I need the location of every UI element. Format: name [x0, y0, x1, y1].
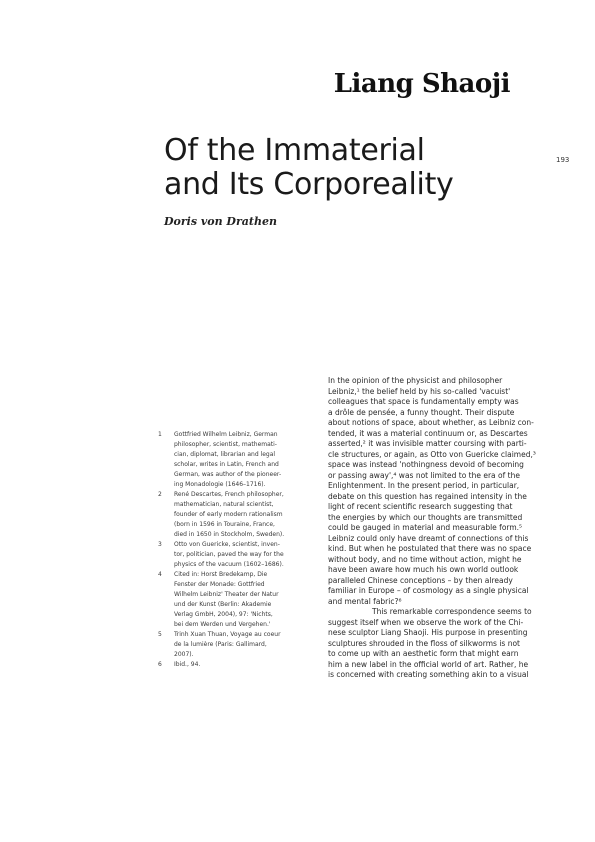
footnote-number: 4 — [158, 571, 162, 578]
footnote-line: und der Kunst (Berlin: Akademie — [174, 601, 272, 608]
article-title-line: and Its Corporeality — [164, 167, 454, 202]
footnote-number: 3 — [158, 541, 162, 548]
footnote-line: died in 1650 in Stockholm, Sweden). — [174, 531, 285, 538]
body-text-line: to come up with an aesthetic form that might earn — [328, 649, 519, 658]
body-text-line: sculptures shrouded in the floss of silkworms is not — [328, 638, 520, 648]
body-text-line: suggest itself when we observe the work of the Chi- — [328, 617, 524, 627]
footnote-item — [158, 540, 298, 570]
article-author: Doris von Drathen — [164, 215, 277, 228]
footnote-item — [158, 430, 298, 490]
footnote-line: Trinh Xuan Thuan, Voyage au coeur — [174, 631, 281, 638]
body-text-line: colleagues that space is fundamentally empty was — [328, 397, 519, 406]
footnote-number: 6 — [158, 661, 162, 668]
body-text-line: is concerned with creating something akin to a visual — [328, 670, 529, 679]
footnote-line: René Descartes, French philosopher, — [174, 491, 284, 498]
body-text-line: could be gauged in material and measurable form.⁵ — [328, 523, 523, 532]
footnote-line: de la lumière (Paris: Gallimard, — [174, 641, 267, 648]
body-text-line: In the opinion of the physicist and philosopher — [328, 376, 503, 385]
footnote-line: bei dem Werden und Vergehen.' — [174, 621, 271, 628]
footnote-item — [158, 660, 298, 670]
body-text-line: Leibniz,¹ the belief held by his so-called 'vacuist' — [328, 386, 511, 396]
body-text-line: or passing away',⁴ was not limited to the era of the — [328, 470, 520, 480]
body-paragraph — [328, 376, 543, 607]
body-text-line: debate on this question has regained intensity in the — [328, 491, 527, 501]
footnotes-column — [158, 430, 298, 670]
footnote-line: physics of the vacuum (1602–1686). — [174, 561, 284, 568]
footnote-line: cian, diplomat, librarian and legal — [174, 451, 276, 458]
body-text-line: nese sculptor Liang Shaoji. His purpose in presenting — [328, 628, 528, 637]
body-text-line: tended, it was a material continuum or, as Descartes — [328, 428, 528, 438]
footnote-line: scholar, writes in Latin, French and — [174, 461, 279, 468]
footnote-line: 2007). — [174, 651, 194, 658]
footnote-item — [158, 490, 298, 540]
footnote-line: German, was author of the pioneer- — [174, 471, 282, 478]
footnote-line: founder of early modern rationalism — [174, 511, 283, 518]
body-text-line: Enlightenment. In the present period, in particular, — [328, 481, 520, 490]
footnote-line: tor, politician, paved the way for the — [174, 551, 284, 558]
body-text-line: This remarkable correspondence seems to — [372, 607, 532, 616]
footnote-number: 1 — [158, 431, 162, 438]
footnote-line: philosopher, scientist, mathemati- — [174, 441, 277, 448]
footnote-line: Cited in: Horst Bredekamp, Die — [174, 571, 268, 578]
body-text-line: familiar in Europe – of cosmology as a single physical — [328, 586, 529, 595]
body-text-column — [328, 376, 543, 681]
body-text-line: cle structures, or again, as Otto von Guericke claimed,³ — [328, 449, 536, 459]
body-text-line: the energies by which our thoughts are transmitted — [328, 512, 523, 522]
footnote-line: Gottfried Wilhelm Leibniz, German — [174, 431, 278, 438]
footnote-line: ing Monadologie (1646–1716). — [174, 481, 266, 488]
body-text-line: about notions of space, about whether, as Leibniz con- — [328, 418, 534, 427]
body-paragraph — [328, 607, 543, 681]
body-text-line: light of recent scientific research suggesting that — [328, 502, 513, 511]
body-text-line: paralleled Chinese conceptions – by then already — [328, 575, 513, 585]
footnote-number: 5 — [158, 631, 162, 638]
page-number: 193 — [556, 156, 570, 164]
footnote-line: Wilhelm Leibniz' Theater der Natur — [174, 591, 279, 598]
footnote-line: Ibid., 94. — [174, 661, 201, 668]
footnote-line: (born in 1596 in Touraine, France, — [174, 521, 275, 528]
footnote-line: Otto von Guericke, scientist, inven- — [174, 541, 280, 548]
artist-name-heading: Liang Shaoji — [333, 69, 510, 99]
footnote-line: Verlag GmbH, 2004), 97: 'Nichts, — [174, 611, 273, 618]
body-text-line: him a new label in the official world of art. Rather, he — [328, 659, 529, 669]
body-text-line: without body, and no time without action, might he — [328, 554, 522, 564]
footnote-item — [158, 630, 298, 660]
body-text-line: Leibniz could only have dreamt of connections of this — [328, 533, 529, 543]
body-text-line: asserted,² it was invisible matter coursing with parti- — [328, 439, 527, 448]
article-title — [164, 134, 524, 202]
body-text-line: kind. But when he postulated that there was no space — [328, 544, 532, 553]
article-title-line: Of the Immaterial — [164, 133, 425, 168]
body-text-line: and mental fabric?⁶ — [328, 596, 402, 606]
footnote-line: mathematician, natural scientist, — [174, 501, 274, 508]
body-text-line: a drôle de pensée, a funny thought. Their dispute — [328, 407, 515, 417]
footnote-number: 2 — [158, 491, 162, 498]
footnote-item — [158, 570, 298, 630]
footnote-line: Fenster der Monade: Gottfried — [174, 581, 265, 588]
body-text-line: have been aware how much his own world outlook — [328, 565, 519, 574]
body-text-line: space was instead 'nothingness devoid of becoming — [328, 460, 524, 469]
